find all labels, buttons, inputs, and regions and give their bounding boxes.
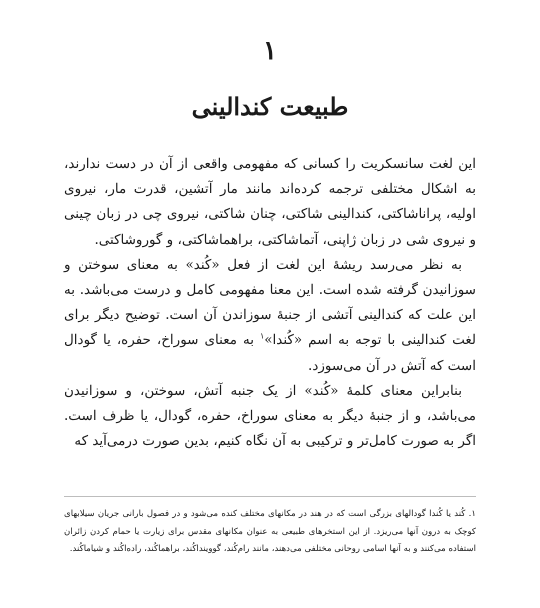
footnote-divider [64, 496, 476, 497]
footnote-reference: ۱ [259, 331, 265, 341]
paragraph-2 [64, 253, 476, 379]
footnote-1: ۱. کُند یا کُندا گودالهای بزرگی است که در هند در مکانهای مختلف کنده می‌شود و در فصول بارانی جریان سیلابهای کوچک به درون آنها می‌ریزد. از این استخرهای طبیعی به عنوان مکانهای مقدس برای زیارت یا حمام کردن زائران استفاده می‌کنند و به آنها اسامی روحانی مختلفی می‌دهند، مانند رام‌کُند، گوویندا‌کُند، براهما‌کُند، راده‌اکُند و شیاماکُند. [64, 509, 476, 554]
paragraph-1: این لغت سانسکریت را کسانی که مفهومی واقعی از آن در دست ندارند، به اشکال مختلفی ترجمه کرده‌اند مانند مار آتشین، قدرت مار، نیروی اولیه، پراناشاکتی، کندالینی شاکتی، چنان شاکتی، نیروی چی در زبان چینی و نیروی شی در زبان ژاپنی، آتماشاکتی، براهماشاکتی، و گوروشاکتی. [64, 156, 476, 248]
paragraph-3: بنابراین معنای کلمهٔ «کُند» از یک جنبه آتش، سوختن، و سوزانیدن می‌باشد، و از جنبهٔ دیگر به معنای سوراخ، حفره، گودال، یا ظرف است. اگر به صورت کامل‌تر و ترکیبی به آن نگاه کنیم، بدین صورت درمی‌آید که [64, 382, 476, 450]
body-text [64, 152, 476, 454]
footnotes [64, 506, 476, 559]
paragraph-2-continuation: به معنای سوراخ، حفره، یا گودال است که آتش در آن می‌سوزد. [64, 332, 476, 374]
chapter-title: طبیعت کندالینی [191, 92, 349, 121]
chapter-number: ۱ [263, 36, 277, 66]
paragraph-2-text: به نظر می‌رسد ریشهٔ این لغت از فعل «کُند» به معنای سوختن و سوزانیدن گرفته شده است. این معنا مفهومی کامل و درست می‌باشد. به این علت که کندالینی آتشی از جنبهٔ سوزاندن آن است. توضیح دیگر برای لغت کندالینی با توجه به اسم «کُندا» [64, 256, 476, 349]
